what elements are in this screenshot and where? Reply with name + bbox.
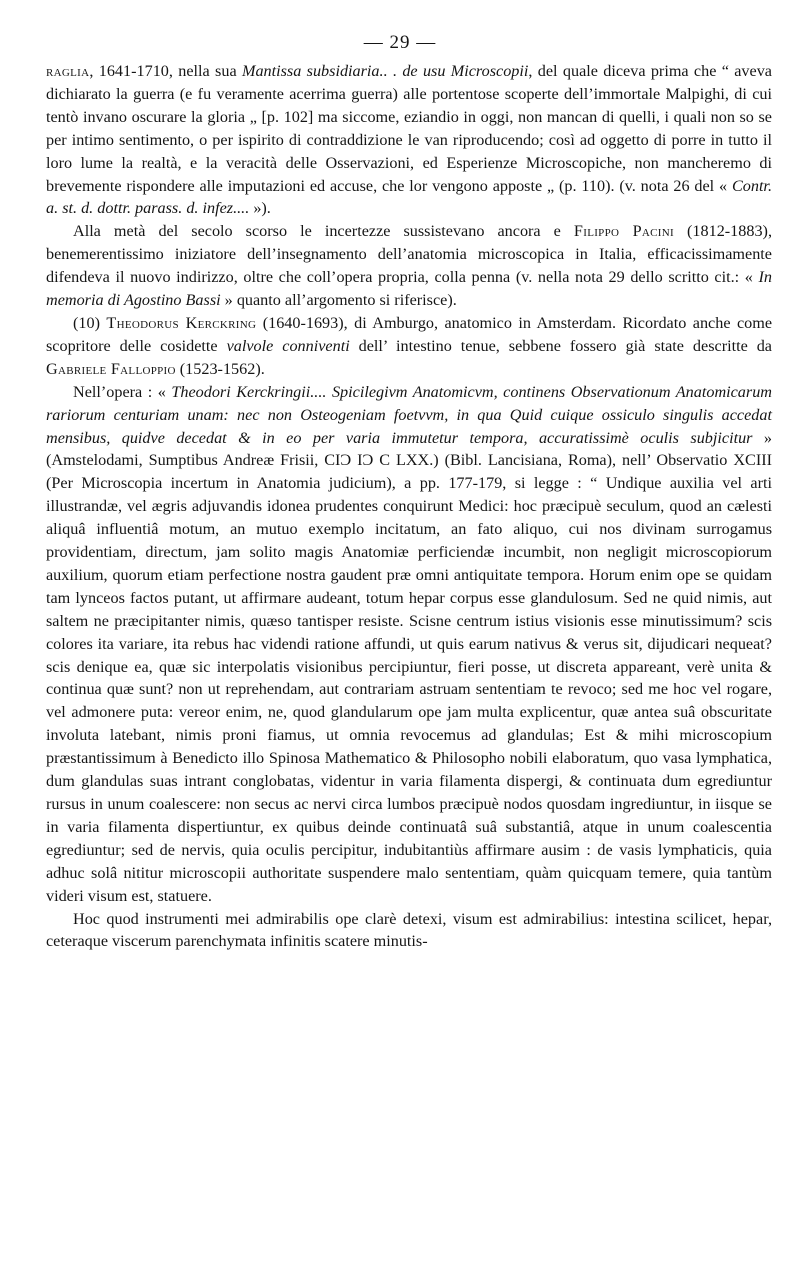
text-run: , 1641-1710, nella sua xyxy=(89,62,242,80)
page-number: — 29 — xyxy=(363,32,437,53)
work-title: Mantissa subsidiaria.. . de usu Microscopii xyxy=(241,62,529,80)
paragraph-2 xyxy=(46,220,772,312)
term: valvole conniventi xyxy=(226,336,350,355)
work-title: Theodori Kerckringii.... Spicilegivm Anatomicvm, continens Observationum Anatomicarum rariorum centuriam unam: nec non Osteogeniam foetvvm, in qua Quid cuique ossiculo singulis accedat mensibus, quidve decedat & in eo per varia immutetur tempora, accuratissimè oculis subjicitur xyxy=(46,382,772,447)
body-text xyxy=(46,60,772,953)
text-run: (1523-1562). xyxy=(175,359,265,378)
author-name: Theodorus Kerckring xyxy=(106,313,257,332)
text-run: Hoc quod instrumenti mei admirabilis ope clarè detexi, visum est admirabilius: intestina scilicet, hepar, ceteraque viscerum parenchymata infinitis scatere minutis- xyxy=(46,909,772,951)
paragraph-1 xyxy=(46,60,772,220)
text-run: »). xyxy=(249,199,271,218)
text-run: » quanto all’argomento si riferisce). xyxy=(220,291,457,310)
text-run: (1640-1693), di Amburgo, anatomico in Amsterdam. Ricordato anche come scopritore delle cosidette xyxy=(46,313,773,355)
author-name: Filippo Pacini xyxy=(573,222,674,241)
work-title: In memoria di Agostino Bassi xyxy=(46,268,772,310)
work-title: Contr. a. st. d. dottr. parass. d. infez.... xyxy=(46,176,772,218)
text-run: (1812-1883), benemerentissimo iniziatore dell’insegnamento dell’anatomia microscopica in Italia, efficacissimamente difendeva il nuovo indirizzo, oltre che coll’opera propria, colla penna (v. nella nota 29 dello scritto cit.: « xyxy=(46,222,772,287)
paragraph-5 xyxy=(46,908,772,954)
note-number: (10) xyxy=(73,313,107,332)
text-run: Alla metà del secolo scorso le incertezze sussistevano ancora e xyxy=(73,222,574,241)
text-run: dell’ intestino tenue, sebbene fossero già state descritte da xyxy=(349,336,772,355)
author-name: Gabriele Falloppio xyxy=(46,359,176,378)
text-run: , del quale diceva prima che “ aveva dichiarato la guerra (e fu veramente acerrima guerra) alle portentose scoperte dell’immortale Malpighi, di cui tentò invano oscurare la gloria „ [p. 102] ma siccome, eziandio in oggi, non mancan di quelli, i quali non so se per intimo sentimento, o per ispirito di contraddizione le van riproducendo; così ad oggetto di porre in tutto il loro lume la realtà, e la veracità delle Osservazioni, ed Esperienze Microscopiche, non mancheremo di brevemente rispondere alle imputazioni ed accuse, che lor vengono apposte „ (p. 110). (v. nota 26 del « xyxy=(46,62,772,195)
author-name: raglia xyxy=(46,62,90,80)
paragraph-3 xyxy=(46,312,772,381)
text-run: » (Amstelodami, Sumptibus Andreæ Frisii, CIϽ IϽ C LXX.) (Bibl. Lancisiana, Roma), nell’ Observatio XCIII (Per Microscopia incertum in Anatomia judicium), a pp. 177-179, si legge : “ Undique auxilia vel arti illustrandæ, vel ægris adjuvandis idonea prudentes conquirunt Medici: hoc præcipuè seculum, quod an cælesti aliquâ influentiâ motum, an mutuo exemplo incitatum, an fato aliquo, cui nos divinam surrogamus providentiam, directum, jam solito magis Anatomiæ perficiendæ incumbit, non negligit microscopiorum auxilium, quorum etiam perfectione nostra gaudent præ omni antiquitate tempora. Horum enim ope se quidam tam lynceos factos putant, ut affirmare audeant, totum hepar corpus esse glandulosum. Sed ne quid nimis, aut saltem ne præcipitanter nimis, quæso tantisper resiste. Scisne centrum istius visionis esse minutissimum? scis colores ita variare, ita rebus hac videndi ratione affundi, ut quis earum nativus & verus sit, dijudicari nequeat? scis denique ea, quæ sic interpolatis visionibus percipiuntur, fieri posse, ut discreta appareant, verè unita & continua quæ sunt? non ut reprehendam, aut contrariam astruam sententiam te revoco; sed me hoc vel rogare, vel admonere puta: vereor enim, ne, quod glandularum ope jam multa explicentur, quæ antea suâ obscuritate involuta latebant, nimis proni fiamus, ut omnia revocemus ad glandulas; Est & mihi microscopium præstantissimum à Benedicto illo Spinosa Mathematico & Philosopho nobili elaboratum, quo vasa lymphatica, dum glandulas suas intrant conglobatas, videntur in varia filamenta dispergi, & continuata dum egrediuntur rursus in unum coalescere: non secus ac nervi circa lumbos præcipuè nodos quosdam ingrediuntur, in iisque se in varia filamenta dispertiuntur, ex quibus deinde continuatâ suâ substantiâ, atque in unum coalescentia egrediuntur; sed de nervis, quia oculis percipitur, indubitantiùs affirmare ausim : de vasis lymphaticis, quia adhuc solâ nititur microscopii authoritate suspendere malo sententiam, quàm quicquam temere, quia tantùm videri visum est, statuere. xyxy=(46,428,773,905)
text-run: Nell’opera : « xyxy=(73,382,172,401)
paragraph-4 xyxy=(46,381,772,908)
